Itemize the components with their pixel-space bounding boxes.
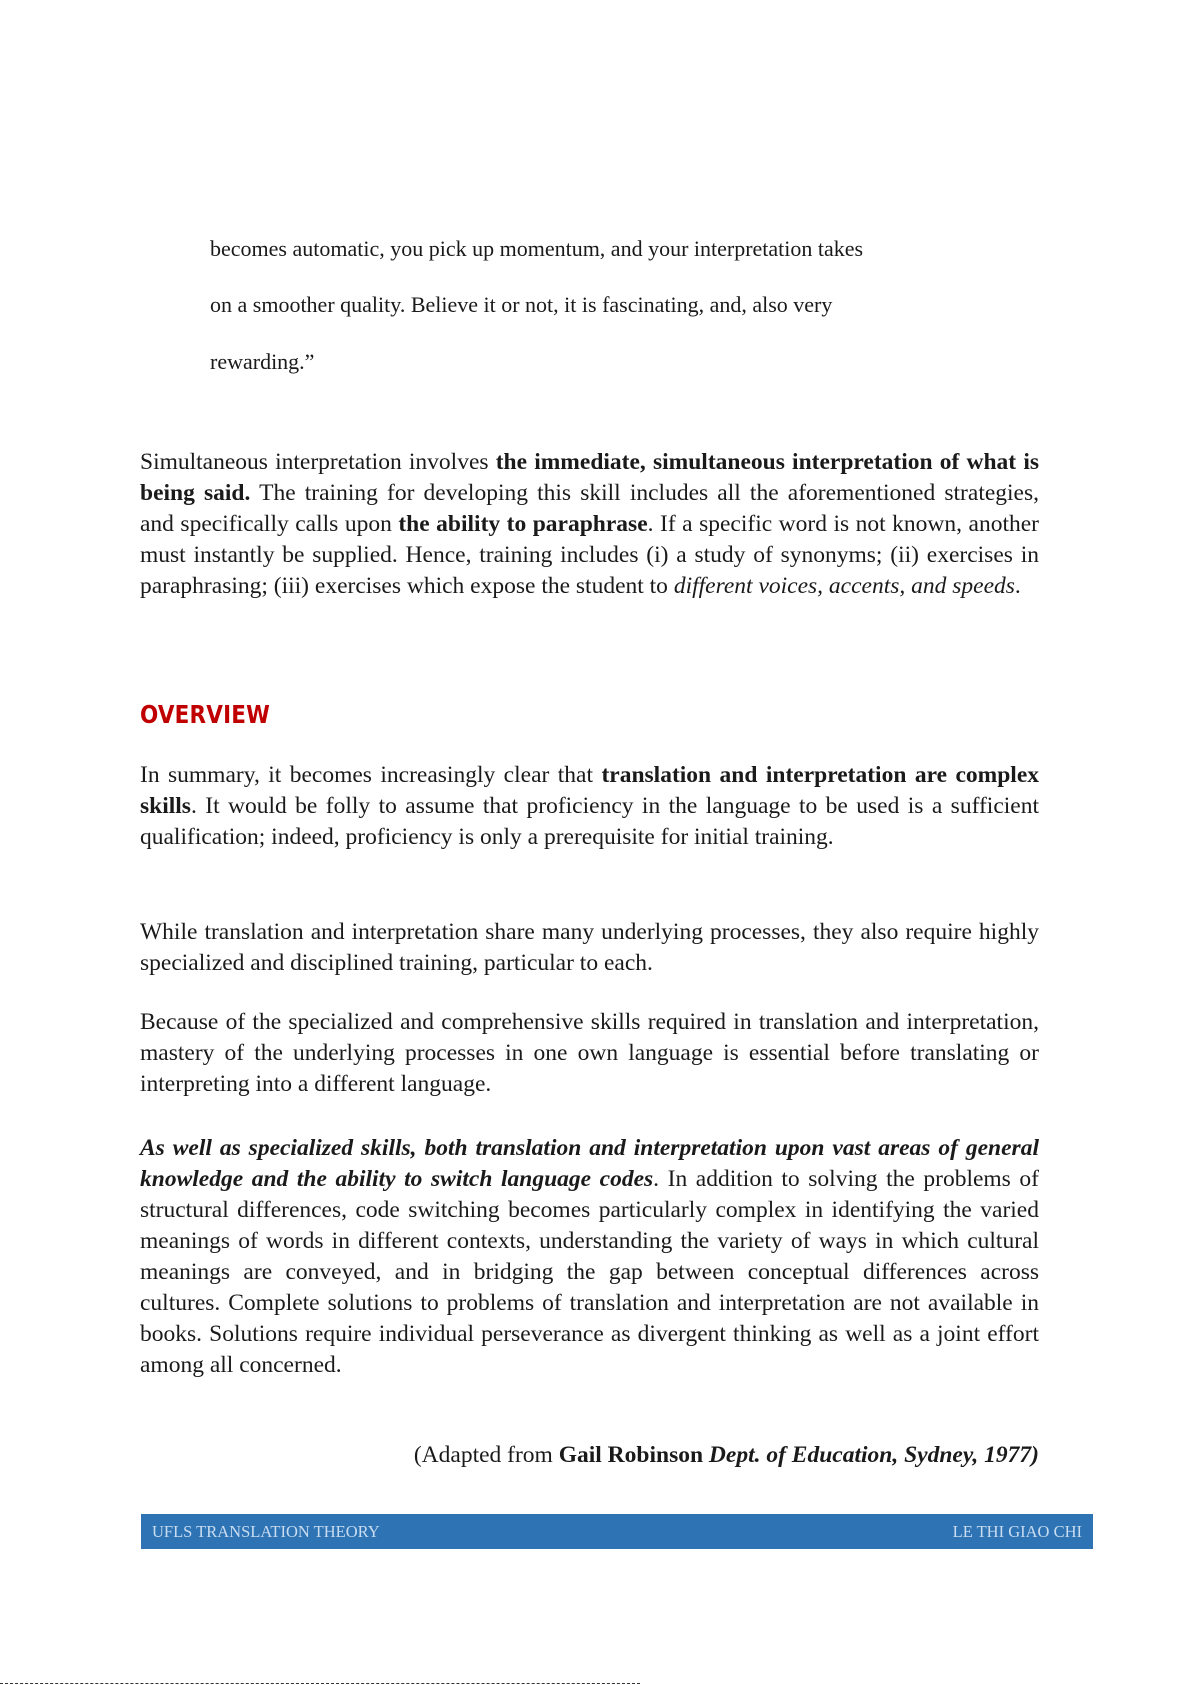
- because-paragraph: Because of the specialized and comprehensive skills required in translation and interpretation, mastery of the underlying processes in one own language is essential before translating or interpreting into a different language.: [140, 1009, 1039, 1097]
- summary-paragraph: [140, 760, 1039, 853]
- text-run: . It would be folly to assume that proficiency in the language to be used is a sufficient qualification; indeed, proficiency is only a prerequisite for initial training.: [140, 793, 1039, 850]
- specialized-skills-paragraph: [140, 1133, 1039, 1381]
- share-paragraph: While translation and interpretation share many underlying processes, they also require highly specialized and disciplined training, particular to each.: [140, 919, 1039, 976]
- italic-run: different voices, accents, and speeds: [673, 573, 1015, 599]
- page-bottom-divider: [0, 1683, 640, 1684]
- bold-run: the ability to paraphrase: [398, 511, 648, 537]
- text-run: . In addition to solving the problems of structural differences, code switching becomes particularly complex in identifying the varied meanings of words in different contexts, understanding the variety of ways in which cultural meanings are conveyed, and in bridging the gap between conceptual differences across cultures. Complete solutions to problems of translation and interpretation are not available in books. Solutions require individual perseverance as divergent thinking as well as a joint effort among all concerned.: [140, 1166, 1039, 1378]
- text-run: In summary, it becomes increasingly clear that: [140, 762, 602, 788]
- bold-run: the immediate, simultaneous interpretation of what is being said.: [140, 449, 1039, 506]
- citation-source: Dept. of Education, Sydney, 1977): [703, 1442, 1039, 1468]
- text-run: . If a specific word is not known, another must instantly be supplied. Hence, training includes (i) a study of synonyms; (ii) exercises in paraphrasing; (iii) exercises which expose the student to: [140, 511, 1039, 599]
- text-run: The training for developing this skill includes all the aforementioned strategies, and specifically calls upon: [140, 480, 1040, 537]
- citation-prefix: (Adapted from: [413, 1442, 559, 1468]
- text-run: Simultaneous interpretation involves: [140, 449, 496, 475]
- simultaneous-paragraph: [140, 447, 1039, 602]
- quote-line-3: rewarding.”: [210, 349, 315, 374]
- citation: [414, 1440, 1039, 1471]
- bold-run: translation and interpretation are complex skills: [140, 762, 1039, 819]
- footer-author: LE THI GIAO CHI: [952, 1522, 1082, 1541]
- footer-course-title: UFLS TRANSLATION THEORY: [152, 1522, 380, 1541]
- text-run: .: [1014, 573, 1021, 599]
- quote-line-1: becomes automatic, you pick up momentum, and your interpretation takes: [210, 236, 864, 261]
- bold-italic-run: As well as specialized skills, both translation and interpretation upon vast areas of general knowledge and the ability to switch language codes: [140, 1135, 1039, 1192]
- citation-author: Gail Robinson: [558, 1442, 704, 1468]
- section-heading-overview: OVERVIEW: [140, 700, 271, 729]
- footer-bar: [141, 1514, 1093, 1549]
- quote-line-2: on a smoother quality. Believe it or not, it is fascinating, and, also very: [210, 292, 833, 317]
